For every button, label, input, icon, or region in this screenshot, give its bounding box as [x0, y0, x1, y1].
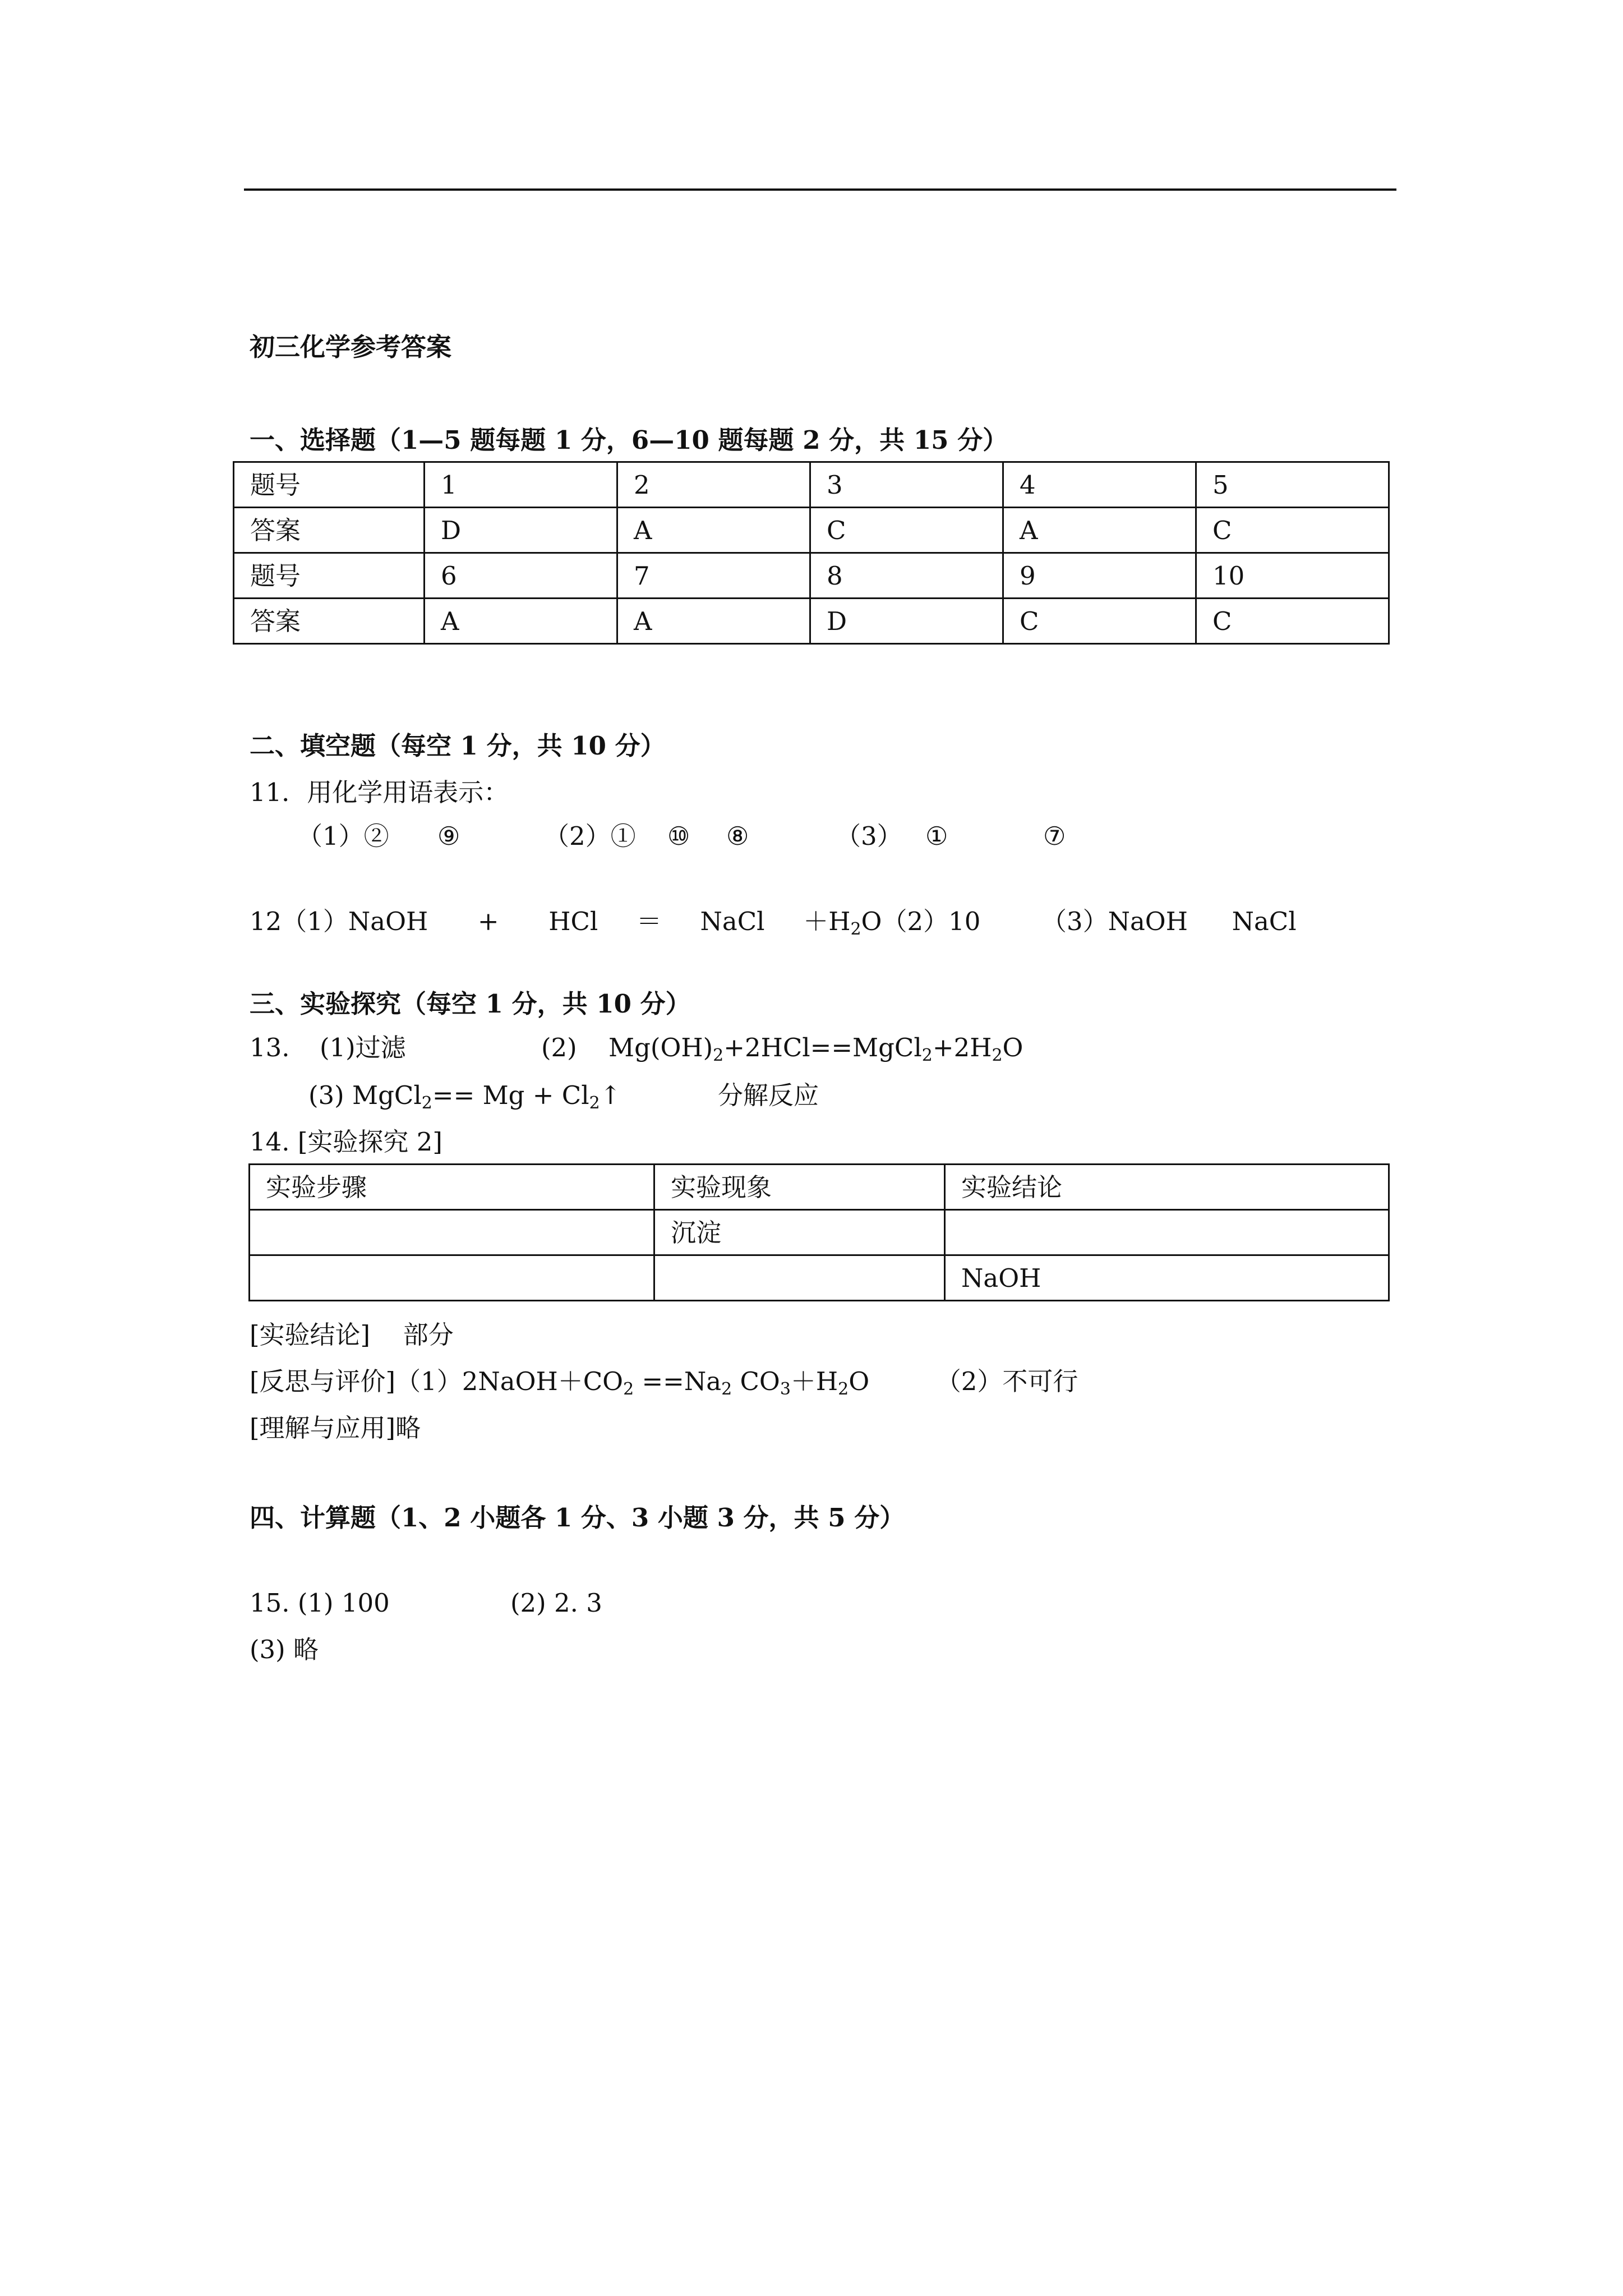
eq-sub: 2	[421, 1093, 432, 1113]
q12-line	[250, 907, 1297, 939]
eq-hcl-mgcl: +2HCl==MgCl	[723, 1033, 922, 1062]
section1-heading: 一、选择题（1—5 题每题 1 分，6—10 题每题 2 分，共 15 分）	[250, 425, 1008, 455]
conclusion-value: 部分	[403, 1320, 454, 1350]
page-title: 初三化学参考答案	[250, 332, 452, 362]
answer-cell: C	[1196, 508, 1389, 553]
q12-part1: 12（1）NaOH	[250, 907, 428, 936]
eq-sub: 2	[713, 1046, 724, 1065]
q13-part3-equation	[308, 1080, 621, 1113]
reflect-eq-b: ==Na	[634, 1366, 722, 1396]
table-row	[234, 553, 1389, 599]
experiment-table	[248, 1163, 1390, 1301]
q15-part1: 15. (1) 100	[250, 1588, 390, 1618]
answer-cell: 8	[810, 553, 1003, 599]
eq-sub: 2	[992, 1046, 1003, 1065]
q12-water-sub: 2	[850, 919, 861, 939]
choice-answer-table	[233, 461, 1390, 645]
apply-line	[250, 1415, 421, 1441]
eq-o: O	[1002, 1033, 1023, 1062]
q13-part2-equation	[608, 1033, 1023, 1065]
answer-cell: A	[617, 599, 810, 644]
eq-mgoh: Mg(OH)	[608, 1033, 713, 1062]
answer-cell: C	[1003, 599, 1196, 644]
table-row	[234, 599, 1389, 644]
q12-equals: ＝	[636, 907, 662, 936]
conclusion-line	[250, 1320, 454, 1350]
apply-value: 略	[395, 1413, 421, 1443]
q12-part3: （3）NaOH	[1041, 907, 1188, 936]
eq-mg-cl: == Mg + Cl	[432, 1080, 589, 1110]
reflect-line	[250, 1366, 1078, 1399]
section3-heading: 三、实验探究（每空 1 分，共 10 分）	[250, 989, 691, 1019]
q12-hcl: HCl	[548, 907, 598, 936]
table-row	[250, 1210, 1389, 1255]
table-row	[234, 462, 1389, 508]
table-row	[250, 1255, 1389, 1301]
section4-heading: 四、计算题（1、2 小题各 1 分、3 小题 3 分，共 5 分）	[250, 1503, 905, 1533]
reflect-part2: （2）不可行	[935, 1366, 1078, 1396]
answer-cell: C	[1196, 599, 1389, 644]
eq-sub: 2	[721, 1379, 732, 1399]
reflect-eq-e: O	[849, 1366, 870, 1396]
eq-mgcl: (3) MgCl	[308, 1080, 422, 1110]
q11-part2: （2）①	[544, 821, 636, 851]
eq-sub: 3	[780, 1379, 791, 1399]
q15-part2: (2) 2. 3	[510, 1588, 602, 1618]
reflect-eq-d: ＋H	[790, 1366, 838, 1396]
answer-cell: A	[1003, 508, 1196, 553]
row-label-cell: 题号	[234, 553, 425, 599]
q12-nacl: NaCl	[700, 907, 765, 936]
table-cell: 沉淀	[654, 1210, 945, 1255]
row-label-cell: 答案	[234, 508, 425, 553]
reflect-eq-c: CO	[732, 1366, 780, 1396]
section2-heading: 二、填空题（每空 1 分，共 10 分）	[250, 731, 666, 761]
table-cell	[250, 1255, 654, 1301]
apply-label: [理解与应用]	[250, 1413, 396, 1443]
answer-cell: 5	[1196, 462, 1389, 508]
row-label-cell: 答案	[234, 599, 425, 644]
answer-cell: 9	[1003, 553, 1196, 599]
conclusion-label: [实验结论]	[250, 1320, 371, 1350]
table-cell	[654, 1255, 945, 1301]
q11-part3-b: ①	[925, 821, 948, 851]
answer-cell: D	[425, 508, 617, 553]
table-header-row	[250, 1165, 1389, 1210]
table-cell	[250, 1210, 654, 1255]
answer-cell: 7	[617, 553, 810, 599]
reflect-eq-a: （1）2NaOH＋CO	[395, 1366, 624, 1396]
answer-cell: 4	[1003, 462, 1196, 508]
answer-cell: 2	[617, 462, 810, 508]
column-header: 实验步骤	[250, 1165, 654, 1210]
q13-part2-label: (2)	[541, 1033, 577, 1062]
row-label-cell: 题号	[234, 462, 425, 508]
gas-arrow-icon: ↑	[600, 1080, 621, 1110]
q12-plus: +	[477, 907, 499, 936]
answer-cell: D	[810, 599, 1003, 644]
q13-line1	[250, 1035, 290, 1060]
q11-part1-b: ⑨	[437, 821, 460, 851]
q11-part3-c: ⑦	[1043, 821, 1066, 851]
answer-cell: 6	[425, 553, 617, 599]
q11-part3: （3）	[836, 821, 902, 851]
q13-reaction-type: 分解反应	[718, 1080, 819, 1110]
table-row	[234, 508, 1389, 553]
q14-heading: 14. [实验探究 2]	[250, 1127, 442, 1157]
answer-cell: 10	[1196, 553, 1389, 599]
q11-part2-c: ⑧	[726, 821, 749, 851]
answer-cell: A	[617, 508, 810, 553]
column-header: 实验现象	[654, 1165, 945, 1210]
eq-sub: 2	[921, 1046, 933, 1065]
reflect-label: [反思与评价]	[250, 1366, 396, 1396]
answer-cell: C	[810, 508, 1003, 553]
q11-part2-b: ⑩	[667, 821, 690, 851]
answer-cell: 1	[425, 462, 617, 508]
q11-part1: （1）②	[297, 821, 389, 851]
q12-water-h: ＋H	[803, 907, 851, 936]
answer-cell: 3	[810, 462, 1003, 508]
eq-sub: 2	[838, 1379, 849, 1399]
eq-sub: 2	[623, 1379, 634, 1399]
q13-number: 13.	[250, 1033, 290, 1062]
answer-cell: A	[425, 599, 617, 644]
eq-sub: 2	[589, 1093, 600, 1113]
q12-part2: O（2）10	[861, 907, 981, 936]
table-cell: NaOH	[945, 1255, 1389, 1301]
eq-h: +2H	[932, 1033, 992, 1062]
table-cell	[945, 1210, 1389, 1255]
q11-intro: 11．用化学用语表示：	[250, 777, 509, 807]
q15-part3: (3) 略	[250, 1635, 319, 1664]
column-header: 实验结论	[945, 1165, 1389, 1210]
q13-part1: (1)过滤	[320, 1033, 406, 1062]
header-rule	[244, 188, 1396, 191]
q12-part3-b: NaCl	[1232, 907, 1297, 936]
